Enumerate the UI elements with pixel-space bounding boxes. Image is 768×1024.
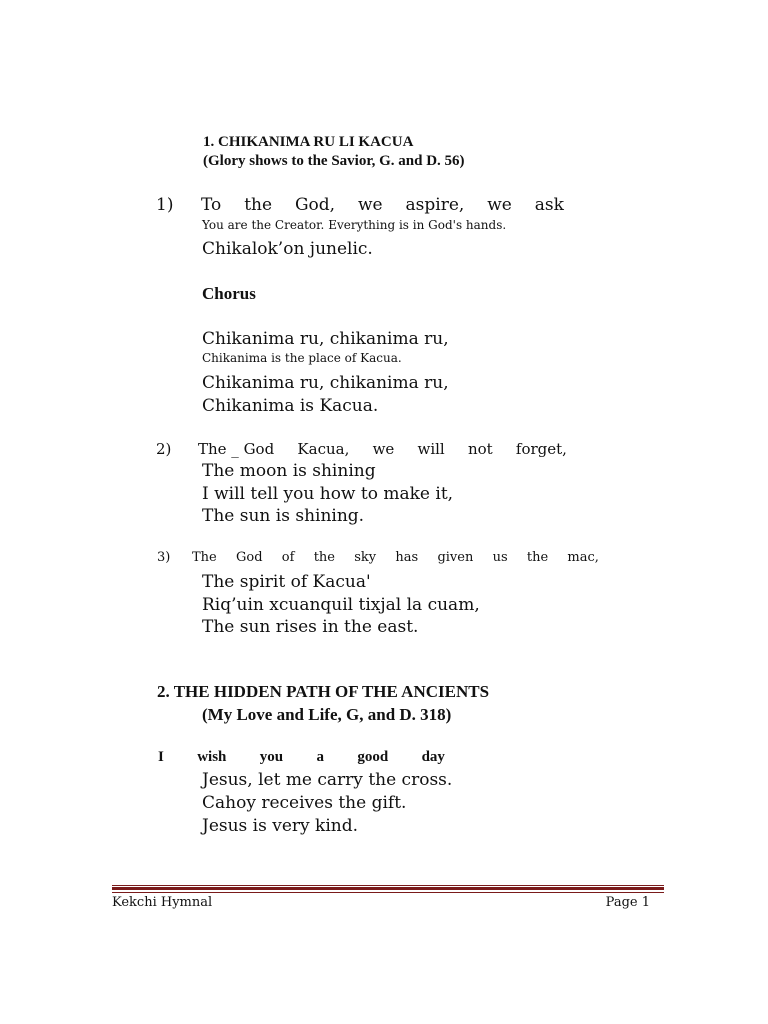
verse2-number: 2): [156, 440, 172, 458]
word: Kacua,: [297, 440, 350, 458]
word: mac,: [567, 550, 599, 565]
footer-rule-thick: [112, 887, 664, 890]
verse3-line1: [192, 550, 599, 565]
word: the: [244, 195, 273, 215]
word: we: [357, 195, 383, 215]
word: good: [357, 749, 389, 765]
chorus-heading: Chorus: [202, 284, 256, 303]
word: God: [236, 550, 263, 565]
word: forget,: [515, 440, 567, 458]
verse3-line2: The spirit of Kacua': [202, 572, 371, 592]
word: the: [313, 550, 335, 565]
word: a: [316, 749, 324, 765]
word: given: [437, 550, 474, 565]
footer-rule-thin-top: [112, 885, 664, 886]
hymn2-line2: Jesus, let me carry the cross.: [202, 770, 453, 790]
word: we: [372, 440, 395, 458]
footer-rule-thin-bottom: [112, 892, 664, 893]
word: aspire,: [405, 195, 465, 215]
hymn2-line4: Jesus is very kind.: [202, 816, 359, 836]
word: wish: [197, 749, 227, 765]
word: not: [467, 440, 493, 458]
footer-left: Kekchi Hymnal: [112, 895, 213, 910]
word: you: [259, 749, 284, 765]
word: of: [281, 550, 295, 565]
word: The: [192, 550, 217, 565]
hymn1-title: 1. CHIKANIMA RU LI KACUA: [203, 134, 414, 150]
verse2-line3: I will tell you how to make it,: [202, 484, 454, 504]
word: The _ God: [198, 440, 275, 458]
hymn2-subtitle: (My Love and Life, G, and D. 318): [202, 705, 452, 724]
verse3-number: 3): [157, 550, 171, 565]
verse1-line3: Chikalok’on junelic.: [202, 239, 373, 259]
verse1-line2: You are the Creator. Everything is in God's hands.: [202, 218, 507, 232]
word: day: [421, 749, 445, 765]
verse2-line2: The moon is shining: [202, 461, 376, 481]
word: ask: [534, 195, 564, 215]
verse2-line4: The sun is shining.: [202, 506, 365, 526]
verse3-line4: The sun rises in the east.: [202, 617, 419, 637]
hymn2-line1: [158, 749, 445, 766]
word: has: [395, 550, 419, 565]
verse1-number: 1): [156, 195, 174, 215]
hymn1-subtitle: (Glory shows to the Savior, G. and D. 56): [203, 153, 465, 169]
verse1-line1: [201, 195, 564, 215]
word: To: [201, 195, 222, 215]
hymn2-title: 2. THE HIDDEN PATH OF THE ANCIENTS: [157, 682, 490, 701]
word: the: [526, 550, 549, 565]
word: us: [492, 550, 508, 565]
word: I: [158, 749, 164, 765]
word: God,: [294, 195, 336, 215]
word: sky: [354, 550, 377, 565]
verse3-line3: Riq’uin xcuanquil tixjal la cuam,: [202, 595, 480, 615]
verse2-line1: [198, 440, 567, 458]
word: will: [417, 440, 445, 458]
footer-page-number: Page 1: [605, 895, 650, 910]
hymn2-line3: Cahoy receives the gift.: [202, 793, 407, 813]
chorus-line3: Chikanima ru, chikanima ru,: [202, 373, 449, 393]
chorus-line1: Chikanima ru, chikanima ru,: [202, 329, 449, 349]
chorus-line4: Chikanima is Kacua.: [202, 396, 379, 416]
chorus-line2: Chikanima is the place of Kacua.: [202, 351, 402, 365]
word: we: [487, 195, 512, 215]
